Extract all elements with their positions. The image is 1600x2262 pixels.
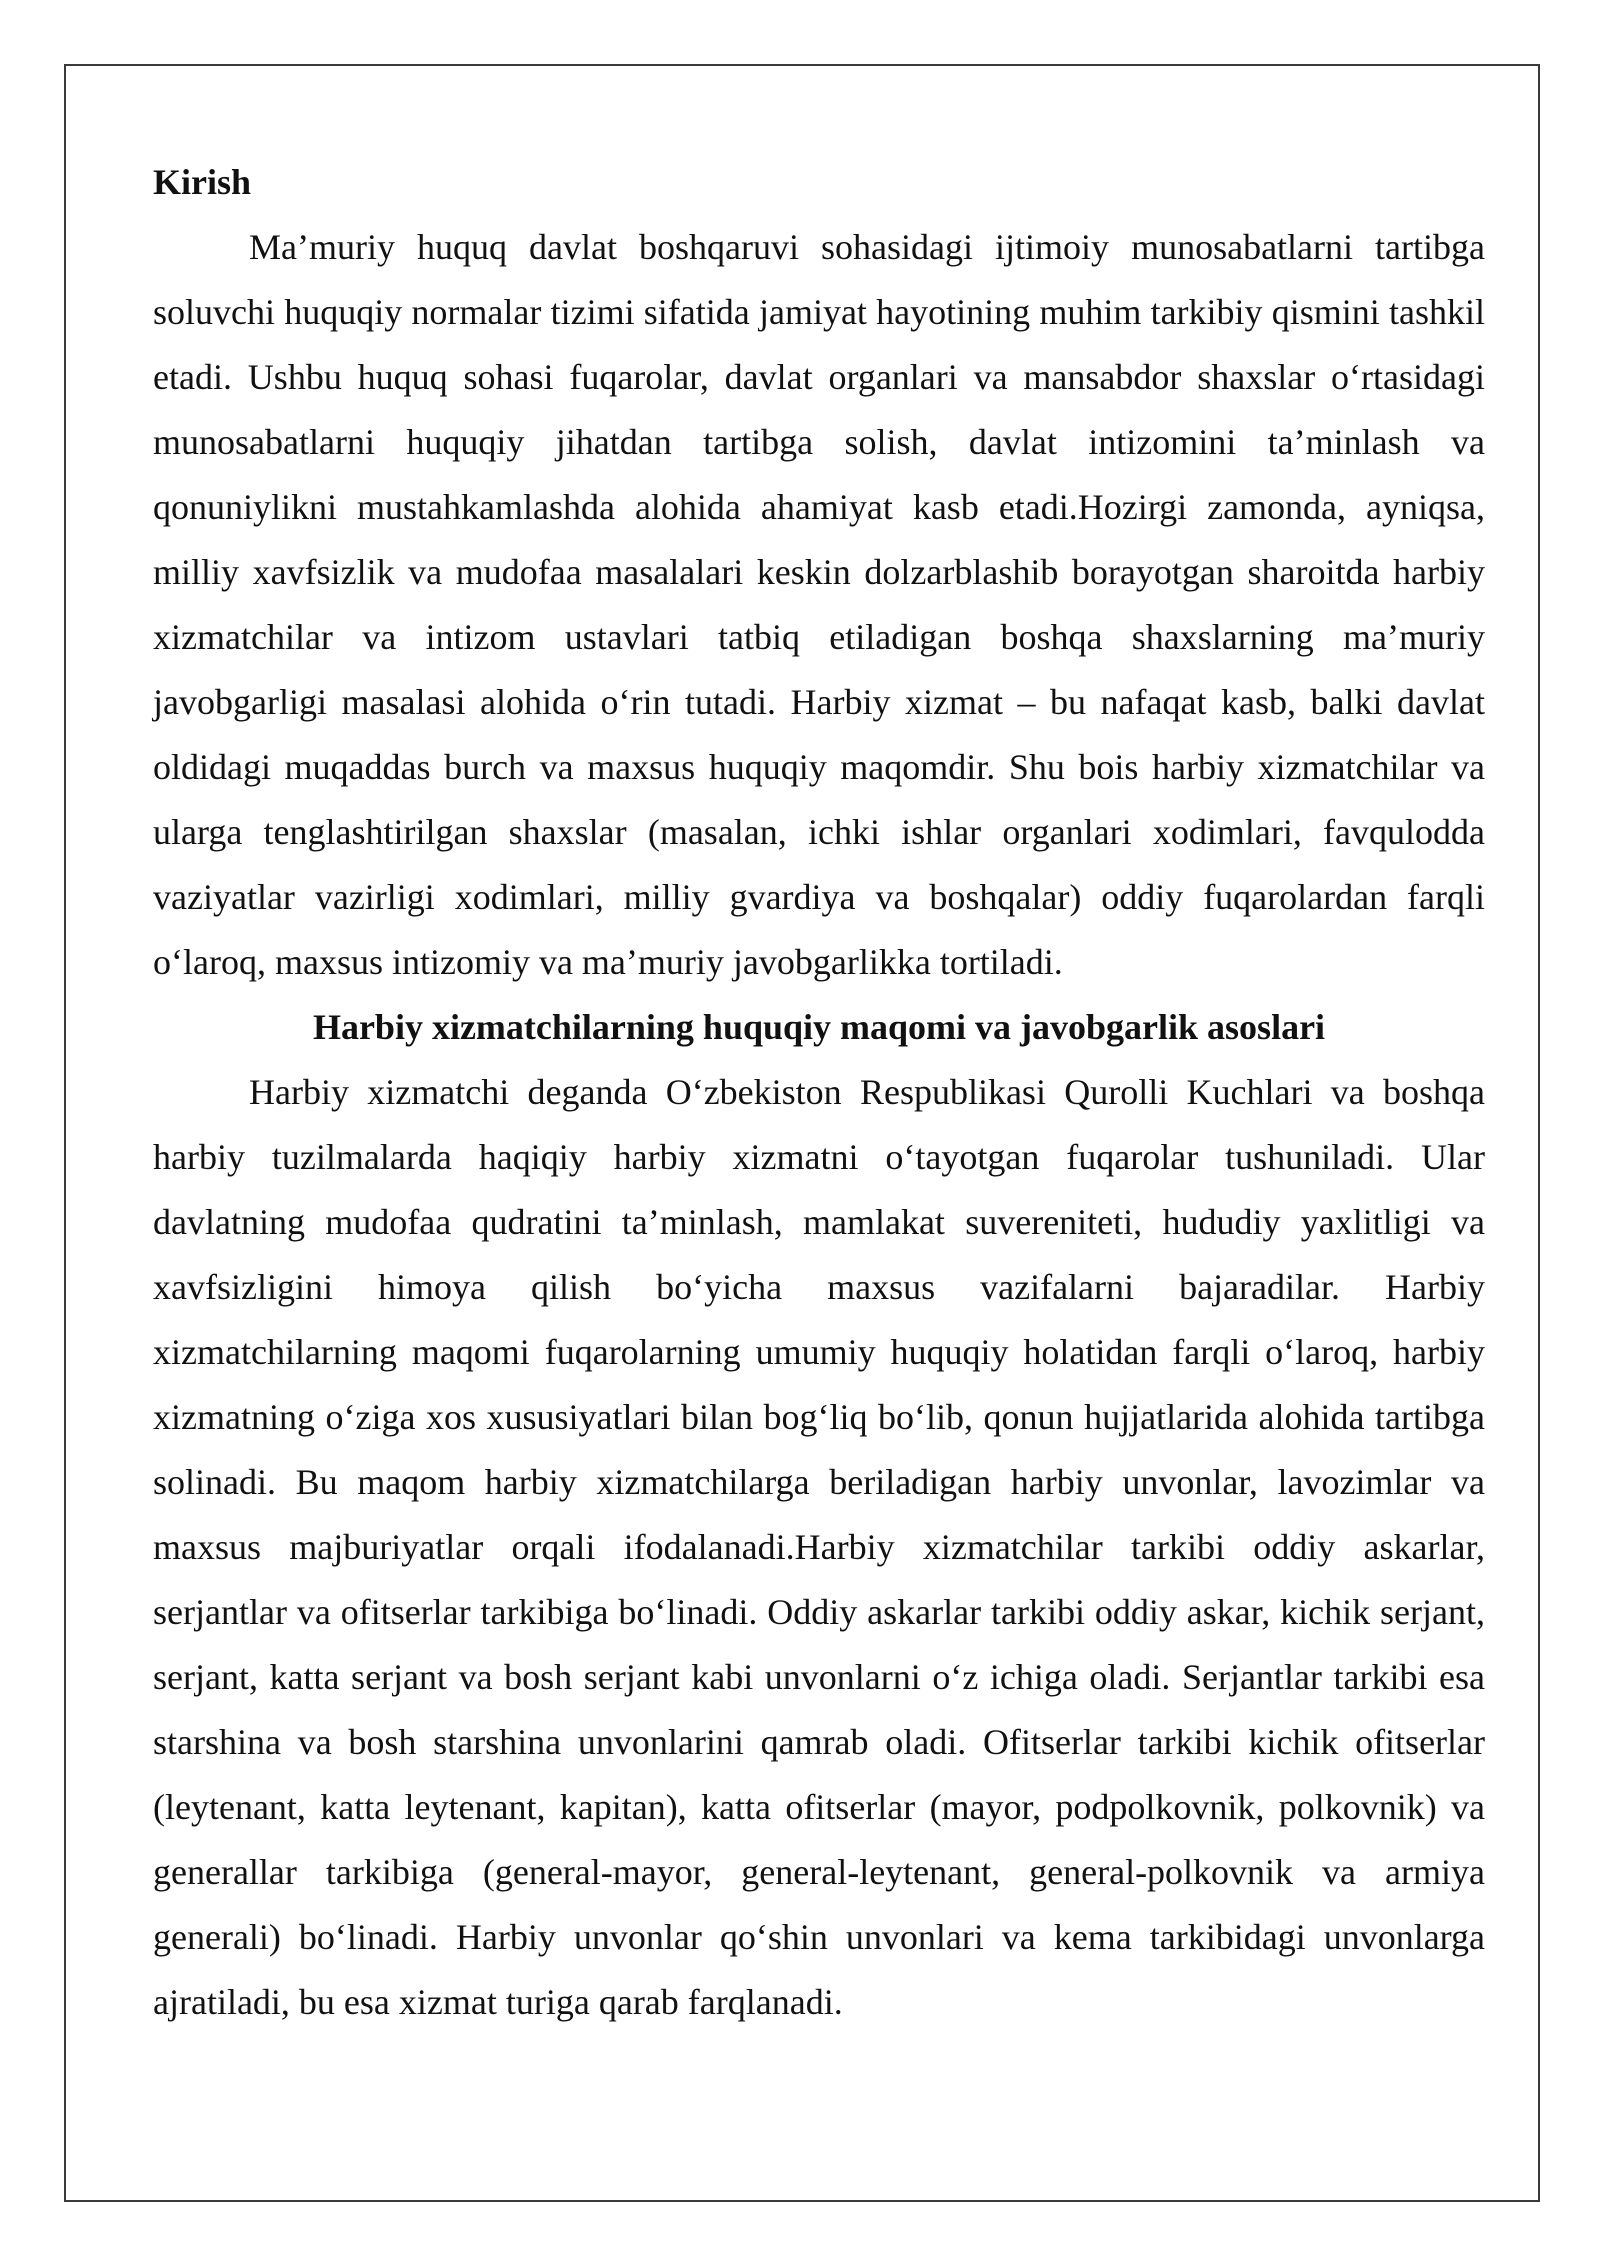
legal-status-paragraph: Harbiy xizmatchi deganda O‘zbekiston Respublikasi Qurolli Kuchlari va boshqa harbiy tuzilmalarda haqiqiy harbiy xizmatni o‘tayotgan fuqarolar tushuniladi. Ular davlatning mudofaa qudratini ta’minlash, mamlakat suvereniteti, hududiy yaxlitligi va xavfsizligini himoya qilish bo‘yicha maxsus vazifalarni bajaradilar. Harbiy xizmatchilarning maqomi fuqarolarning umumiy huquqiy holatidan farqli o‘laroq, harbiy xizmatning o‘ziga xos xususiyatlari bilan bog‘liq bo‘lib, qonun hujjatlarida alohida tartibga solinadi. Bu maqom harbiy xizmatchilarga beriladigan harbiy unvonlar, lavozimlar va maxsus majburiyatlar orqali ifodalanadi.Harbiy xizmatchilar tarkibi oddiy askarlar, serjantlar va ofitserlar tarkibiga bo‘linadi. Oddiy askarlar tarkibi oddiy askar, kichik serjant, serjant, katta serjant va bosh serjant kabi unvonlarni o‘z ichiga oladi. Serjantlar tarkibi esa starshina va bosh starshina unvonlarini qamrab oladi. Ofitserlar tarkibi kichik ofitserlar (leytenant, katta leytenant, kapitan), katta ofitserlar (mayor, podpolkovnik, polkovnik) va generallar tarkibiga (general-mayor, general-leytenant, general-polkovnik va armiya generali) bo‘linadi. Harbiy unvonlar qo‘shin unvonlari va kema tarkibidagi unvonlarga ajratiladi, bu esa xizmat turiga qarab farqlanadi. [153,1072,1485,2022]
document-body [153,150,1485,2035]
section-heading-legal-status: Harbiy xizmatchilarning huquqiy maqomi va javobgarlik asoslari [312,1007,1326,1047]
section-heading-kirish: Kirish [153,162,252,202]
intro-paragraph: Ma’muriy huquq davlat boshqaruvi sohasidagi ijtimoiy munosabatlarni tartibga soluvchi huquqiy normalar tizimi sifatida jamiyat hayotining muhim tarkibiy qismini tashkil etadi. Ushbu huquq sohasi fuqarolar, davlat organlari va mansabdor shaxslar o‘rtasidagi munosabatlarni huquqiy jihatdan tartibga solish, davlat intizomini ta’minlash va qonuniylikni mustahkamlashda alohida ahamiyat kasb etadi.Hozirgi zamonda, ayniqsa, milliy xavfsizlik va mudofaa masalalari keskin dolzarblashib borayotgan sharoitda harbiy xizmatchilar va intizom ustavlari tatbiq etiladigan boshqa shaxslarning ma’muriy javobgarligi masalasi alohida o‘rin tutadi. Harbiy xizmat – bu nafaqat kasb, balki davlat oldidagi muqaddas burch va maxsus huquqiy maqomdir. Shu bois harbiy xizmatchilar va ularga tenglashtirilgan shaxslar (masalan, ichki ishlar organlari xodimlari, favqulodda vaziyatlar vazirligi xodimlari, milliy gvardiya va boshqalar) oddiy fuqarolardan farqli o‘laroq, maxsus intizomiy va ma’muriy javobgarlikka tortiladi. [153,227,1485,982]
